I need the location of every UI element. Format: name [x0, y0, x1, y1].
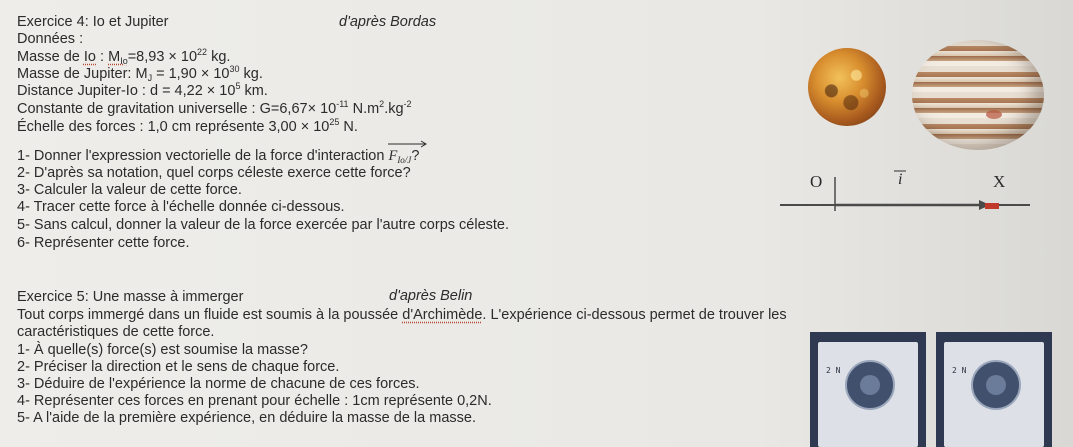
ex5-question-3: 3- Déduire de l'expérience la norme de chacune de ces forces.	[17, 376, 420, 392]
force-vector: $F_{Io/J}$	[388, 148, 411, 164]
ex5-intro-line-2: caractéristiques de cette force.	[17, 324, 215, 340]
ex5-intro-line-1: Tout corps immergé dans un fluide est soumis à la poussée d'Archimède. L'expérience ci-dessous permet de trouver les	[17, 307, 787, 323]
ex4-question-2: 2- D'après sa notation, quel corps céleste exerce cette force?	[17, 165, 411, 181]
ex4-question-6: 6- Représenter cette force.	[17, 235, 190, 251]
dial-2-label: 2 N	[952, 366, 967, 375]
io-moon-image	[808, 48, 886, 126]
ex4-question-3: 3- Calculer la valeur de cette force.	[17, 182, 242, 198]
ex5-source: d'après Belin	[389, 288, 473, 304]
ex4-masse-io: Masse de Io : $M_{Io}=8,93 \times 10^{22}$ kg.	[17, 47, 231, 66]
axis-origin-label: O	[810, 172, 823, 191]
experiment-image-2	[936, 332, 1052, 447]
ex4-echelle: Échelle des forces : 1,0 cm représente $3,00 \times 10^{25}$ N.	[17, 117, 358, 135]
dial-1-label: 2 N	[826, 366, 841, 375]
ex5-question-4: 4- Représenter ces forces en prenant pour échelle : 1cm représente 0,2N.	[17, 393, 492, 409]
jupiter-planet-image	[912, 40, 1044, 150]
ex5-title: Exercice 5: Une masse à immerger	[17, 289, 244, 305]
io-underlined: Io	[83, 49, 96, 65]
vector-arrow-icon	[388, 140, 428, 148]
axis-unit-vector-label: i	[898, 171, 903, 188]
ex5-question-5: 5- A l'aide de la première expérience, en déduire la masse de la masse.	[17, 410, 476, 426]
axis-x-label: X	[993, 172, 1006, 191]
ex4-source: d'après Bordas	[339, 14, 437, 30]
ex4-donnees: Données :	[17, 31, 84, 47]
ex4-masse-jupiter: Masse de Jupiter: $M_J = 1,90 \times 10^{30}$ kg.	[17, 64, 263, 83]
ex5-question-1: 1- À quelle(s) force(s) est soumise la masse?	[17, 342, 308, 358]
ex5-question-2: 2- Préciser la direction et le sens de chaque force.	[17, 359, 340, 375]
dynamometer-dial-1	[845, 360, 895, 410]
jupiter-position-mark	[985, 203, 999, 209]
archimede-underlined: d'Archimède	[402, 307, 483, 323]
experiment-image-1	[810, 332, 926, 447]
ex4-constante-g: Constante de gravitation universelle : $G=6,67\times 10^{-11}$ $N.m^2.kg^{-2}$	[17, 99, 412, 117]
ex4-title: Exercice 4: Io et Jupiter	[17, 14, 169, 30]
ex4-distance: Distance Jupiter-Io : $d = 4,22 \times 10^5$ km.	[17, 81, 268, 99]
ex4-question-4: 4- Tracer cette force à l'échelle donnée ci-dessous.	[17, 199, 345, 215]
ex4-question-5: 5- Sans calcul, donner la valeur de la force exercée par l'autre corps céleste.	[17, 217, 510, 233]
dynamometer-dial-2	[971, 360, 1021, 410]
ex4-axis-diagram	[780, 165, 1040, 225]
ex4-question-1: 1- Donner l'expression vectorielle de la force d'interaction $F_{Io/J}$?	[17, 148, 419, 164]
